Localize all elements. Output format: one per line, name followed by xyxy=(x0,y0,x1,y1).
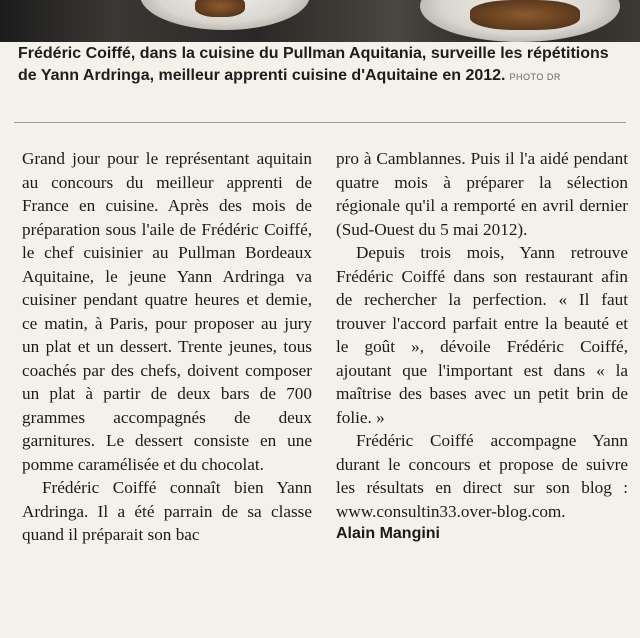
food-left xyxy=(195,0,245,17)
paragraph-4: Frédéric Coiffé accompagne Yann durant le concours et propose de suivre les résultats en direct sur son blog : www.consultin33.over-blog.com. xyxy=(336,431,628,521)
author-signature: Alain Mangini xyxy=(336,525,440,542)
paragraph-3: Depuis trois mois, Yann retrouve Frédéric Coiffé dans son restaurant afin de rechercher la perfection. « Il faut trouver l'accord parfait entre la beauté et le goût », dévoile Frédéric Coiffé, ajoutant que l'important est dans « la maîtrise des bases avec un petit brin de folie. » xyxy=(336,243,628,427)
photo-caption xyxy=(18,43,626,88)
kitchen-photo xyxy=(0,0,640,42)
paragraph-1: Grand jour pour le représentant aquitain au concours du meilleur apprenti de France en cuisine. Après des mois de préparation sous l'aile de Frédéric Coiffé, le chef cuisinier au Pullman Bordeaux Aquitaine, le jeune Yann Ardringa va cuisiner pendant quatre heures et demie, ce matin, à Paris, pour proposer au jury un plat et un dessert. Trente jeunes, tous coachés par des chefs, doivent composer un plat à partir de deux bars de 700 grammes accompagnés de deux garnitures. Le dessert consiste en une pomme caramélisée et du chocolat. xyxy=(22,149,312,474)
paragraph-2-start: Frédéric Coiffé connaît bien Yann Ardringa. Il a été parrain de sa classe quand il préparait son bac xyxy=(22,478,312,544)
caption-divider xyxy=(14,122,626,123)
paragraph-2-end: pro à Camblannes. Puis il l'a aidé pendant quatre mois à préparer la sélection régionale qu'il a remporté en avril dernier (Sud-Ouest du 5 mai 2012). xyxy=(336,149,628,239)
article-column-left xyxy=(22,147,312,547)
food-right xyxy=(470,0,580,30)
photo-credit: PHOTO DR xyxy=(509,72,561,82)
article-column-right xyxy=(336,147,628,545)
caption-text: Frédéric Coiffé, dans la cuisine du Pullman Aquitania, surveille les répétitions de Yann Ardringa, meilleur apprenti cuisine d'Aquitaine en 2012. xyxy=(18,45,609,84)
